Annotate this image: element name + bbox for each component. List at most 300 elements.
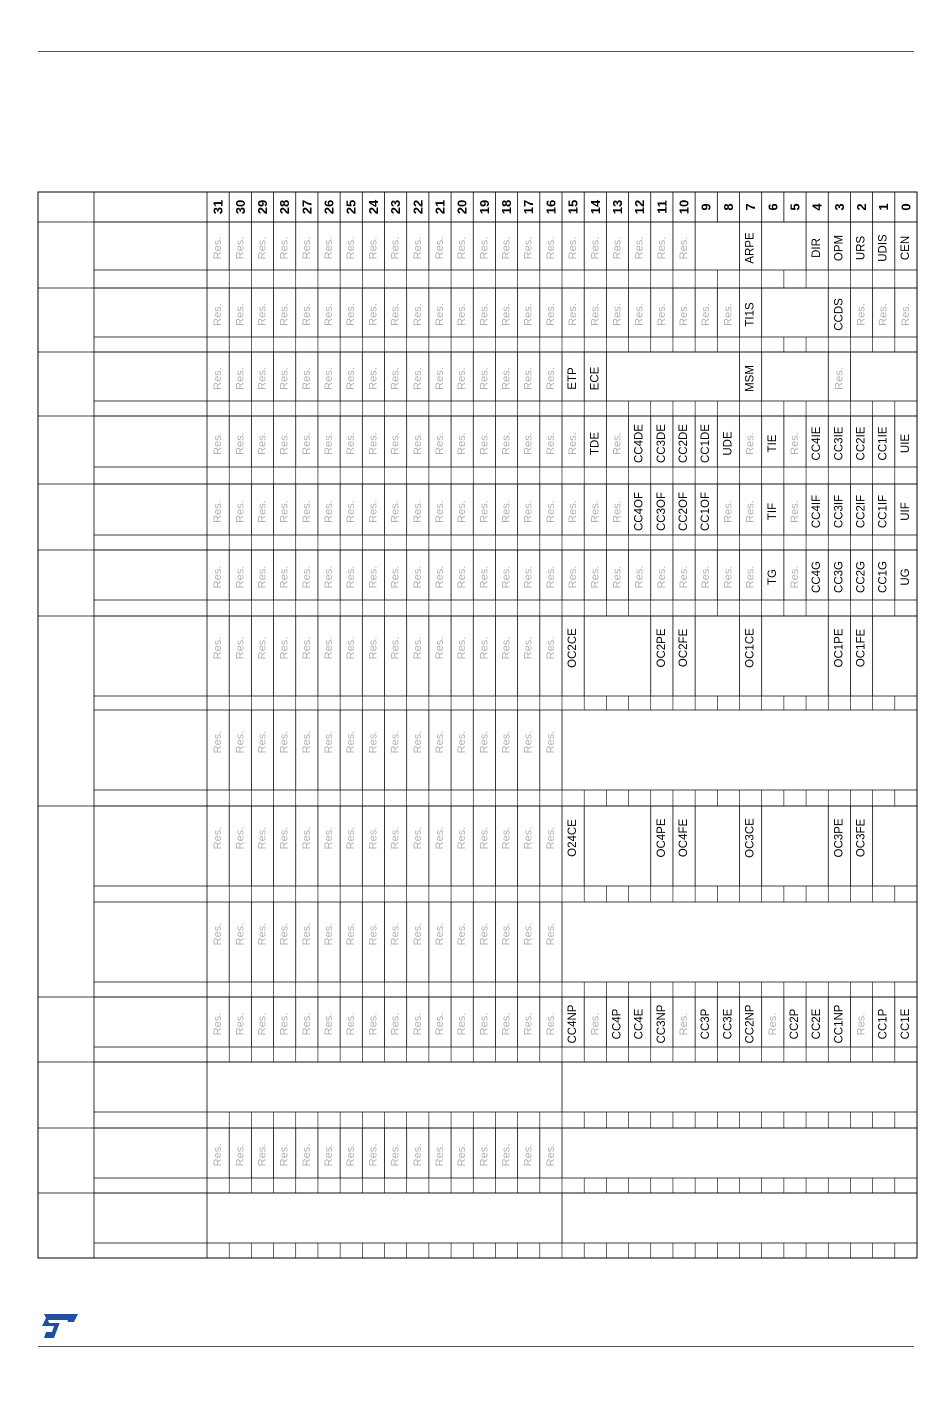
reserved-bit: Res. <box>367 303 380 326</box>
reserved-bit: Res. <box>899 303 912 326</box>
reserved-bit: Res. <box>212 730 225 754</box>
reserved-bit: Res. <box>678 565 691 589</box>
reserved-bit: Res. <box>433 826 446 850</box>
reserved-bit: Res. <box>433 565 446 589</box>
reserved-bit: Res. <box>877 303 890 326</box>
reserved-bit: Res. <box>234 565 247 589</box>
reserved-bit: Res. <box>500 500 513 523</box>
bit-number-6: 6 <box>765 203 781 211</box>
field-cc2g: CC2G <box>855 561 868 593</box>
reserved-bit: Res. <box>300 730 313 754</box>
reserved-bit: Res. <box>522 730 535 754</box>
field-cc2de: CC2DE <box>678 424 691 463</box>
reserved-bit: Res. <box>567 303 580 326</box>
reserved-bit: Res. <box>212 922 225 946</box>
reserved-bit: Res. <box>500 1012 513 1036</box>
reserved-bit: Res. <box>367 636 380 660</box>
bit-number-15: 15 <box>565 199 581 215</box>
reserved-bit: Res. <box>766 1012 779 1036</box>
reserved-bit: Res. <box>833 367 846 390</box>
reserved-bit: Res. <box>234 432 247 455</box>
reserved-bit: Res. <box>323 1143 336 1167</box>
reserved-bit: Res. <box>300 303 313 326</box>
reserved-bit: Res. <box>367 236 380 260</box>
reserved-bit: Res. <box>500 432 513 455</box>
reserved-bit: Res. <box>655 565 668 589</box>
reserved-bit: Res. <box>234 730 247 754</box>
reserved-bit: Res. <box>278 565 291 589</box>
reserved-bit: Res. <box>788 565 801 589</box>
field-oc2pe: OC2PE <box>655 628 668 668</box>
reserved-bit: Res. <box>611 432 624 455</box>
reserved-bit: Res. <box>456 826 469 850</box>
reserved-bit: Res. <box>411 1012 424 1036</box>
reserved-bit: Res. <box>544 367 557 390</box>
reserved-bit: Res. <box>256 636 269 660</box>
field-cc1p: CC1P <box>877 1008 890 1040</box>
reserved-bit: Res. <box>234 1012 247 1036</box>
reserved-bit: Res. <box>589 565 602 589</box>
reserved-bit: Res. <box>389 432 402 455</box>
reserved-bit: Res. <box>234 367 247 390</box>
reserved-bit: Res. <box>478 236 491 260</box>
reserved-bit: Res. <box>544 303 557 326</box>
reserved-bit: Res. <box>278 922 291 946</box>
reserved-bit: Res. <box>300 565 313 589</box>
reserved-bit: Res. <box>367 1143 380 1167</box>
field-uif: UIF <box>899 502 912 521</box>
reserved-bit: Res. <box>500 730 513 754</box>
reserved-bit: Res. <box>456 236 469 260</box>
field-tie: TIE <box>766 434 779 453</box>
reserved-bit: Res. <box>234 922 247 946</box>
reserved-bit: Res. <box>300 500 313 523</box>
reserved-bit: Res. <box>345 303 358 326</box>
reserved-bit: Res. <box>278 236 291 260</box>
field-cc3of: CC3OF <box>655 492 668 531</box>
reserved-bit: Res. <box>544 565 557 589</box>
field-oc4pe: OC4PE <box>655 818 668 858</box>
reserved-bit: Res. <box>500 1143 513 1167</box>
reserved-bit: Res. <box>389 826 402 850</box>
reserved-bit: Res. <box>389 1012 402 1036</box>
reserved-bit: Res. <box>323 1012 336 1036</box>
field-cc3p: CC3P <box>700 1008 713 1040</box>
bit-number-26: 26 <box>321 199 337 215</box>
reserved-bit: Res. <box>522 367 535 390</box>
reserved-bit: Res. <box>522 1143 535 1167</box>
reserved-bit: Res. <box>478 500 491 523</box>
field-cen: CEN <box>899 235 912 261</box>
reserved-bit: Res. <box>234 1143 247 1167</box>
reserved-bit: Res. <box>345 236 358 260</box>
reserved-bit: Res. <box>478 1012 491 1036</box>
reserved-bit: Res. <box>389 730 402 754</box>
reserved-bit: Res. <box>478 636 491 660</box>
field-ug: UG <box>899 568 912 586</box>
reserved-bit: Res. <box>323 367 336 390</box>
field-cc4de: CC4DE <box>633 424 646 463</box>
reserved-bit: Res. <box>212 1012 225 1036</box>
field-oc1pe: OC1PE <box>833 628 846 668</box>
bit-number-25: 25 <box>343 199 359 215</box>
reserved-bit: Res. <box>433 303 446 326</box>
field-urs: URS <box>855 235 868 261</box>
field-cc1ie: CC1IE <box>877 426 890 461</box>
reserved-bit: Res. <box>855 303 868 326</box>
field-tg: TG <box>766 569 779 585</box>
reserved-bit: Res. <box>411 826 424 850</box>
reserved-bit: Res. <box>323 432 336 455</box>
reserved-bit: Res. <box>478 565 491 589</box>
field-arpe: ARPE <box>744 232 757 264</box>
reserved-bit: Res. <box>544 922 557 946</box>
reserved-bit: Res. <box>544 236 557 260</box>
reserved-bit: Res. <box>433 1012 446 1036</box>
reserved-bit: Res. <box>456 500 469 523</box>
reserved-bit: Res. <box>345 432 358 455</box>
field-cc2if: CC2IF <box>855 494 868 529</box>
reserved-bit: Res. <box>256 432 269 455</box>
reserved-bit: Res. <box>456 922 469 946</box>
field-ude: UDE <box>722 431 735 456</box>
reserved-bit: Res. <box>611 565 624 589</box>
reserved-bit: Res. <box>567 236 580 260</box>
reserved-bit: Res. <box>234 826 247 850</box>
reserved-bit: Res. <box>212 500 225 523</box>
reserved-bit: Res. <box>589 500 602 523</box>
reserved-bit: Res. <box>256 500 269 523</box>
reserved-bit: Res. <box>367 922 380 946</box>
reserved-bit: Res. <box>411 565 424 589</box>
reserved-bit: Res. <box>367 367 380 390</box>
reserved-bit: Res. <box>544 1012 557 1036</box>
reserved-bit: Res. <box>678 1012 691 1036</box>
reserved-bit: Res. <box>367 432 380 455</box>
reserved-bit: Res. <box>389 565 402 589</box>
reserved-bit: Res. <box>234 303 247 326</box>
reserved-bit: Res. <box>411 636 424 660</box>
reserved-bit: Res. <box>522 565 535 589</box>
reserved-bit: Res. <box>567 432 580 455</box>
reserved-bit: Res. <box>256 1012 269 1036</box>
reserved-bit: Res. <box>411 432 424 455</box>
bit-number-16: 16 <box>543 199 559 215</box>
reserved-bit: Res. <box>655 303 668 326</box>
reserved-bit: Res. <box>300 636 313 660</box>
reserved-bit: Res. <box>278 1143 291 1167</box>
reserved-bit: Res. <box>744 565 757 589</box>
reserved-bit: Res. <box>678 236 691 260</box>
reserved-bit: Res. <box>256 826 269 850</box>
reserved-bit: Res. <box>544 636 557 660</box>
field-cc3ie: CC3IE <box>833 426 846 461</box>
reserved-bit: Res. <box>433 730 446 754</box>
field-cc2ie: CC2IE <box>855 426 868 461</box>
reserved-bit: Res. <box>367 1012 380 1036</box>
reserved-bit: Res. <box>500 303 513 326</box>
reserved-bit: Res. <box>411 367 424 390</box>
reserved-bit: Res. <box>411 730 424 754</box>
field-uie: UIE <box>899 433 912 454</box>
reserved-bit: Res. <box>367 500 380 523</box>
reserved-bit: Res. <box>500 922 513 946</box>
reserved-bit: Res. <box>345 730 358 754</box>
field-cc1if: CC1IF <box>877 494 890 529</box>
reserved-bit: Res. <box>788 500 801 523</box>
reserved-bit: Res. <box>411 922 424 946</box>
reserved-bit: Res. <box>411 500 424 523</box>
field-ti1s: TI1S <box>744 302 757 327</box>
field-oc1ce: OC1CE <box>744 628 757 668</box>
reserved-bit: Res. <box>744 500 757 523</box>
field-dir: DIR <box>811 238 824 258</box>
reserved-bit: Res. <box>433 236 446 260</box>
st-logo <box>38 1312 80 1340</box>
bit-number-24: 24 <box>365 199 381 215</box>
bit-number-3: 3 <box>831 203 847 211</box>
reserved-bit: Res. <box>345 367 358 390</box>
reserved-bit: Res. <box>389 367 402 390</box>
reserved-bit: Res. <box>389 922 402 946</box>
reserved-bit: Res. <box>522 1012 535 1036</box>
reserved-bit: Res. <box>478 922 491 946</box>
reserved-bit: Res. <box>478 1143 491 1167</box>
reserved-bit: Res. <box>323 730 336 754</box>
field-msm: MSM <box>744 365 757 392</box>
reserved-bit: Res. <box>456 367 469 390</box>
bit-number-18: 18 <box>499 199 515 215</box>
reserved-bit: Res. <box>300 236 313 260</box>
reserved-bit: Res. <box>278 432 291 455</box>
reserved-bit: Res. <box>744 432 757 455</box>
reserved-bit: Res. <box>389 500 402 523</box>
reserved-bit: Res. <box>300 1012 313 1036</box>
reserved-bit: Res. <box>212 636 225 660</box>
reserved-bit: Res. <box>212 826 225 850</box>
reserved-bit: Res. <box>522 922 535 946</box>
reserved-bit: Res. <box>278 730 291 754</box>
reserved-bit: Res. <box>478 432 491 455</box>
reserved-bit: Res. <box>700 303 713 326</box>
reserved-bit: Res. <box>212 367 225 390</box>
field-cc4e: CC4E <box>633 1008 646 1040</box>
bit-number-11: 11 <box>654 200 670 214</box>
bit-number-9: 9 <box>698 203 714 211</box>
reserved-bit: Res. <box>456 1143 469 1167</box>
bit-number-29: 29 <box>254 199 270 215</box>
reserved-bit: Res. <box>323 565 336 589</box>
bit-number-1: 1 <box>876 203 892 211</box>
field-cc3de: CC3DE <box>655 424 668 463</box>
reserved-bit: Res. <box>589 303 602 326</box>
bit-number-10: 10 <box>676 199 692 215</box>
reserved-bit: Res. <box>855 1012 868 1036</box>
field-o24ce: O24CE <box>567 819 580 857</box>
reserved-bit: Res. <box>544 432 557 455</box>
reserved-bit: Res. <box>234 636 247 660</box>
reserved-bit: Res. <box>234 500 247 523</box>
field-cc2e: CC2E <box>811 1008 824 1040</box>
reserved-bit: Res. <box>478 730 491 754</box>
reserved-bit: Res. <box>478 303 491 326</box>
field-oc3pe: OC3PE <box>833 818 846 858</box>
bit-number-23: 23 <box>388 199 404 215</box>
reserved-bit: Res. <box>722 565 735 589</box>
field-cc4of: CC4OF <box>633 492 646 531</box>
reserved-bit: Res. <box>433 367 446 390</box>
field-tde: TDE <box>589 432 602 455</box>
bit-number-20: 20 <box>454 199 470 215</box>
reserved-bit: Res. <box>522 500 535 523</box>
reserved-bit: Res. <box>323 303 336 326</box>
reserved-bit: Res. <box>345 636 358 660</box>
field-cc3e: CC3E <box>722 1008 735 1040</box>
reserved-bit: Res. <box>456 565 469 589</box>
reserved-bit: Res. <box>300 432 313 455</box>
field-cc4np: CC4NP <box>567 1004 580 1044</box>
reserved-bit: Res. <box>522 432 535 455</box>
bit-number-28: 28 <box>277 199 293 215</box>
field-oc1fe: OC1FE <box>855 628 868 668</box>
reserved-bit: Res. <box>522 826 535 850</box>
reserved-bit: Res. <box>323 236 336 260</box>
reserved-bit: Res. <box>678 303 691 326</box>
reserved-bit: Res. <box>278 367 291 390</box>
reserved-bit: Res. <box>345 500 358 523</box>
reserved-bit: Res. <box>278 1012 291 1036</box>
field-opm: OPM <box>833 234 846 262</box>
reserved-bit: Res. <box>212 565 225 589</box>
field-oc3ce: OC3CE <box>744 818 757 858</box>
bit-number-12: 12 <box>632 199 648 215</box>
field-cc2p: CC2P <box>788 1008 801 1040</box>
reserved-bit: Res. <box>700 565 713 589</box>
reserved-bit: Res. <box>522 636 535 660</box>
field-cc1of: CC1OF <box>700 492 713 531</box>
reserved-bit: Res. <box>500 636 513 660</box>
reserved-bit: Res. <box>544 730 557 754</box>
bit-number-17: 17 <box>521 199 537 215</box>
reserved-bit: Res. <box>256 730 269 754</box>
reserved-bit: Res. <box>345 1143 358 1167</box>
reserved-bit: Res. <box>500 565 513 589</box>
bit-number-19: 19 <box>476 199 492 215</box>
bit-number-4: 4 <box>809 203 825 211</box>
field-cc1g: CC1G <box>877 561 890 593</box>
reserved-bit: Res. <box>278 826 291 850</box>
reserved-bit: Res. <box>300 922 313 946</box>
reserved-bit: Res. <box>256 565 269 589</box>
reserved-bit: Res. <box>323 922 336 946</box>
reserved-bit: Res. <box>300 826 313 850</box>
reserved-bit: Res. <box>411 236 424 260</box>
reserved-bit: Res. <box>323 826 336 850</box>
field-ccds: CCDS <box>833 298 846 331</box>
bit-number-27: 27 <box>299 199 315 215</box>
bit-number-31: 31 <box>210 199 226 215</box>
reserved-bit: Res. <box>633 303 646 326</box>
reserved-bit: Res. <box>544 1143 557 1167</box>
bit-number-0: 0 <box>898 203 914 211</box>
reserved-bit: Res. <box>212 432 225 455</box>
bit-number-2: 2 <box>854 203 870 211</box>
reserved-bit: Res. <box>589 1012 602 1036</box>
reserved-bit: Res. <box>478 367 491 390</box>
field-tif: TIF <box>766 502 779 521</box>
reserved-bit: Res. <box>544 500 557 523</box>
reserved-bit: Res. <box>389 636 402 660</box>
reserved-bit: Res. <box>212 1143 225 1167</box>
reserved-bit: Res. <box>433 1143 446 1167</box>
reserved-bit: Res. <box>278 636 291 660</box>
reserved-bit: Res. <box>256 1143 269 1167</box>
reserved-bit: Res. <box>655 236 668 260</box>
reserved-bit: Res. <box>256 236 269 260</box>
reserved-bit: Res. <box>456 303 469 326</box>
reserved-bit: Res. <box>544 826 557 850</box>
reserved-bit: Res. <box>522 236 535 260</box>
reserved-bit: Res. <box>389 1143 402 1167</box>
field-oc2ce: OC2CE <box>567 628 580 668</box>
reserved-bit: Res. <box>433 636 446 660</box>
reserved-bit: Res. <box>345 826 358 850</box>
field-cc1np: CC1NP <box>833 1004 846 1044</box>
reserved-bit: Res. <box>345 922 358 946</box>
field-cc3g: CC3G <box>833 561 846 593</box>
reserved-bit: Res. <box>456 432 469 455</box>
reserved-bit: Res. <box>234 236 247 260</box>
reserved-bit: Res. <box>345 1012 358 1036</box>
reserved-bit: Res. <box>456 1012 469 1036</box>
reserved-bit: Res. <box>500 236 513 260</box>
bit-number-30: 30 <box>232 199 248 215</box>
reserved-bit: Res. <box>433 432 446 455</box>
bit-number-14: 14 <box>587 199 603 215</box>
bit-number-7: 7 <box>743 203 759 211</box>
bit-number-8: 8 <box>720 203 736 211</box>
field-cc4ie: CC4IE <box>811 426 824 461</box>
reserved-bit: Res. <box>589 236 602 260</box>
field-cc4if: CC4IF <box>811 494 824 529</box>
field-etp: ETP <box>567 367 580 390</box>
footer-rule <box>38 1346 914 1347</box>
reserved-bit: Res. <box>411 303 424 326</box>
field-cc4p: CC4P <box>611 1008 624 1040</box>
bit-number-22: 22 <box>410 199 426 215</box>
reserved-bit: Res. <box>722 500 735 523</box>
bit-number-21: 21 <box>432 199 448 215</box>
field-oc3fe: OC3FE <box>855 818 868 858</box>
reserved-bit: Res. <box>256 367 269 390</box>
field-cc3np: CC3NP <box>655 1004 668 1044</box>
field-ece: ECE <box>589 366 602 391</box>
reserved-bit: Res. <box>389 303 402 326</box>
reserved-bit: Res. <box>389 236 402 260</box>
reserved-bit: Res. <box>367 826 380 850</box>
reserved-bit: Res. <box>345 565 358 589</box>
reserved-bit: Res. <box>367 565 380 589</box>
reserved-bit: Res. <box>633 236 646 260</box>
reserved-bit: Res. <box>212 236 225 260</box>
reserved-bit: Res. <box>611 303 624 326</box>
reserved-bit: Res. <box>411 1143 424 1167</box>
reserved-bit: Res. <box>256 303 269 326</box>
reserved-bit: Res. <box>567 565 580 589</box>
reserved-bit: Res. <box>500 826 513 850</box>
reserved-bit: Res. <box>788 432 801 455</box>
field-cc4g: CC4G <box>811 561 824 593</box>
